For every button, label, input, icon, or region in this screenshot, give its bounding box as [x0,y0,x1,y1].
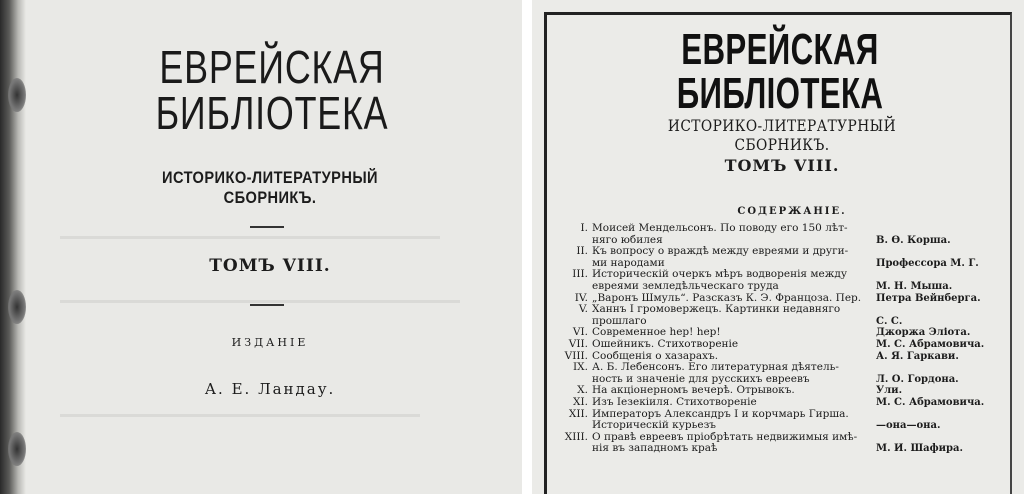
binding-hole [8,290,26,324]
book-subtitle: ИСТОРИКО-ЛИТЕРАТУРНЫЙ СБОРНИКЪ. [162,168,378,207]
toc-entry [550,351,1006,363]
toc-entry-author: Ули. [876,385,903,397]
contents-heading: СОДЕРЖАНІЕ. [737,206,847,217]
toc-entry-title-continuation: евреями земледѣльческаго труда [592,279,779,292]
divider-rule [250,226,284,228]
toc-entry-number: X. [577,384,588,397]
toc-entry-title-continuation: прошлаго [592,314,647,327]
toc-entry-number: VI. [572,326,588,339]
toc-entry-title: Моисей Мендельсонъ. По поводу его 150 лѣт- [592,223,848,234]
volume-label: ТОМЪ VIII. [209,256,331,276]
toc-entry-number: IX. [573,361,588,374]
book-spine-shadow [0,0,26,494]
book-title: ЕВРЕЙСКАЯ БИБЛІОТЕКА [155,41,389,139]
binding-hole [8,432,26,466]
toc-entry [550,362,1006,385]
toc-entry-number: XI. [573,395,588,408]
toc-entry-number: II. [576,245,588,258]
toc-entry-author: Профессора М. Г. [876,257,979,269]
divider-rule [250,304,284,306]
toc-entry [550,327,1006,339]
publisher-name: А. Е. Ландау. [204,380,336,398]
book-subtitle: ИСТОРИКО-ЛИТЕРАТУРНЫЙ СБОРНИКЪ. [667,116,897,154]
toc-entry [550,223,1006,246]
bleed-through-line [60,236,440,239]
toc-entry [550,293,1006,305]
bleed-through-line [60,414,420,417]
toc-entry [550,304,1006,327]
table-of-contents [550,223,1006,455]
toc-entry-author: Л. О. Гордона. [876,373,959,385]
toc-entry-title-continuation: ность и значеніе для русскихъ евреевъ [592,372,810,385]
toc-entry-number: IV. [574,291,588,304]
toc-entry-title: О правѣ евреевъ пріобрѣтать недвижимыя имѣ- [592,431,858,443]
toc-entry [550,409,1006,432]
toc-entry [550,432,1006,455]
toc-entry [550,246,1006,269]
toc-entry [550,397,1006,409]
book-title: ЕВРЕЙСКАЯ БИБЛІОТЕКА [676,25,884,118]
toc-entry-author: С. С. [876,315,903,327]
toc-entry-number: VII. [568,337,588,350]
toc-entry-number: III. [572,268,588,281]
toc-entry [550,339,1006,351]
toc-entry-author: А. Я. Гаркави. [876,350,959,362]
volume-label: ТОМЪ VIII. [724,156,840,175]
edition-label: ИЗДАНІЕ [231,336,309,349]
toc-entry-number: I. [580,222,588,234]
toc-entry-author: В. Ѳ. Корша. [876,234,951,246]
toc-entry-number: VIII. [564,349,588,362]
toc-entry-author: М. С. Абрамовича. [876,338,985,350]
toc-entry-title: Историческій очеркъ мѣръ водворенія между [592,269,848,281]
toc-entry-title-continuation: ми народами [592,256,665,269]
toc-entry-title: Ханнъ I громовержецъ. Картинки недавняго [592,304,841,316]
toc-entry-title-continuation: няго юбилея [592,233,663,246]
toc-entry-number: XII. [568,407,588,420]
toc-entry-author: Петра Вейнберга. [876,292,981,304]
toc-entry-author: —она—она. [876,420,941,432]
toc-entry-title: Изъ Іезекіиля. Стихотвореніе [592,396,757,408]
bleed-through-line [60,300,460,303]
toc-entry-number: V. [578,303,588,316]
toc-entry-title-continuation: нія въ западномъ краѣ [592,442,718,455]
toc-entry-author: М. С. Абрамовича. [876,396,985,408]
toc-entry-author: Джоржа Эліота. [876,327,971,339]
toc-entry [550,385,1006,397]
toc-entry [550,269,1006,292]
right-contents-page [532,0,1024,494]
toc-entry-title: Сообщенія о хазарахъ. [592,350,719,362]
toc-entry-author: М. Н. Мыша. [876,280,953,292]
toc-entry-title-continuation: Историческій курьезъ [592,419,716,432]
toc-entry-title: „Варонъ Шмуль“. Разсказъ К. Э. Францоза. Пер. [592,292,862,304]
binding-hole [8,78,26,112]
toc-entry-title: Къ вопросу о враждѣ между евреями и други- [592,246,849,258]
toc-entry-title: Императоръ Александръ I и корчмарь Гирша. [592,408,849,420]
toc-entry-title: Ошейникъ. Стихотвореніе [592,338,739,350]
toc-entry-title: На акціонерномъ вечерѣ. Отрывокъ. [592,385,795,397]
toc-entry-number: XIII. [564,430,588,443]
toc-entry-title: А. Б. Лебенсонъ. Его литературная дѣятель- [592,362,839,374]
toc-entry-author: М. И. Шафира. [876,443,963,455]
toc-entry-title: Современное hep! hep! [592,327,721,339]
